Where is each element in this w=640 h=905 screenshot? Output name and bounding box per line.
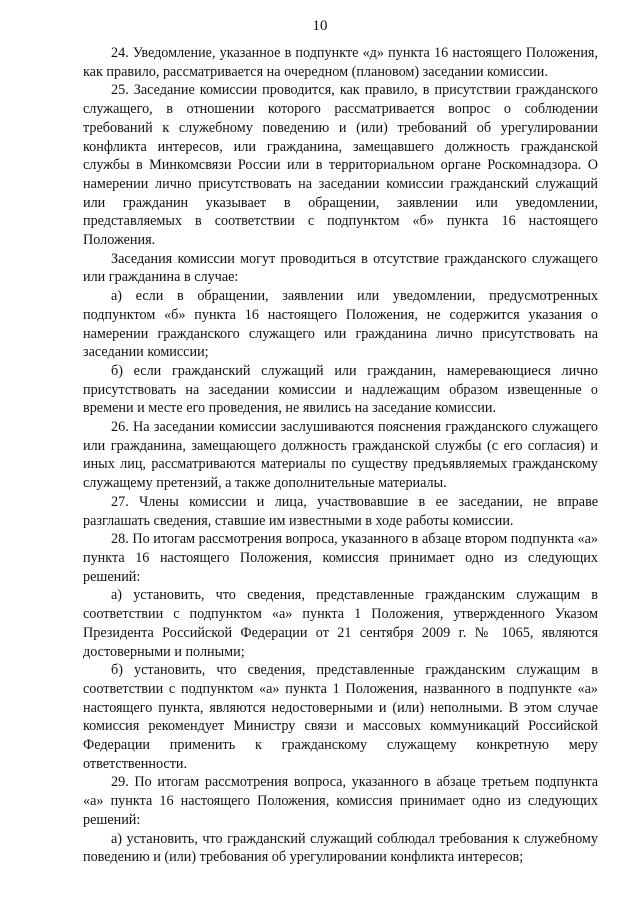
paragraph-25-subitem-a: а) если в обращении, заявлении или уведомлении, предусмотренных подпунктом «б» пункта 16 настоящего Положения, не содержится указания о намерении гражданского служащего или гражданина лично присутствовать на заседании комиссии; (83, 288, 598, 361)
paragraph-25: 25. Заседание комиссии проводится, как правило, в присутствии гражданского служащего, в отношении которого рассматривается вопрос о соблюдении требований к служебному поведению и (или) требований об урегулировании конфликта интересов, или гражданина, замещавшего должность гражданской службы в Минкомсвязи России или в территориальном органе Роскомнадзора. О намерении лично присутствовать на заседании комиссии гражданский служащий или гражданин указывает в обращении, заявлении или уведомлении, представляемых в соответствии с подпунктом «б» пункта 16 настоящего Положения. (83, 82, 598, 249)
paragraph-26: 26. На заседании комиссии заслушиваются пояснения гражданского служащего или гражданина, замещающего должность гражданской службы (с его согласия) и иных лиц, рассматриваются материалы по существу предъявляемых гражданскому служащему претензий, а также дополнительные материалы. (83, 419, 598, 492)
paragraph-27: 27. Члены комиссии и лица, участвовавшие в ее заседании, не вправе разглашать сведения, ставшие им известными в ходе работы комиссии. (83, 493, 598, 529)
paragraph-28-subitem-a: а) установить, что сведения, представленные гражданским служащим в соответствии с подпунктом «а» пункта 1 Положения, утвержденного Указом Президента Российской Федерации от 21 сентября 2009 г. № 1065, являются достоверными и полными; (83, 587, 598, 660)
paragraph-28: 28. По итогам рассмотрения вопроса, указанного в абзаце втором подпункта «а» пункта 16 настоящего Положения, комиссия принимает одно из следующих решений: (83, 531, 598, 585)
paragraph-25-subitem-b: б) если гражданский служащий или гражданин, намеревающиеся лично присутствовать на заседании комиссии и надлежащим образом извещенные о времени и месте его проведения, не явились на заседание комиссии. (83, 362, 598, 417)
paragraph-25-absence-intro: Заседания комиссии могут проводиться в отсутствие гражданского служащего или гражданина в случае: (83, 250, 598, 286)
document-body (83, 44, 598, 867)
page-number: 10 (312, 18, 328, 34)
paragraph-29: 29. По итогам рассмотрения вопроса, указанного в абзаце третьем подпункта «а» пункта 16 настоящего Положения, комиссия принимает одно из следующих решений: (83, 774, 598, 828)
paragraph-24: 24. Уведомление, указанное в подпункте «д» пункта 16 настоящего Положения, как правило, рассматривается на очередном (плановом) заседании комиссии. (83, 45, 598, 80)
paragraph-28-subitem-b: б) установить, что сведения, представленные гражданским служащим в соответствии с подпунктом «а» пункта 1 Положения, названного в подпункте «а» настоящего пункта, являются недостоверными и (или) неполными. В этом случае комиссия рекомендует Министру связи и массовых коммуникаций Российской Федерации применить к гражданскому служащему конкретную меру ответственности. (83, 662, 598, 772)
paragraph-29-subitem-a: а) установить, что гражданский служащий соблюдал требования к служебному поведению и (или) требования об урегулировании конфликта интересов; (83, 830, 598, 866)
